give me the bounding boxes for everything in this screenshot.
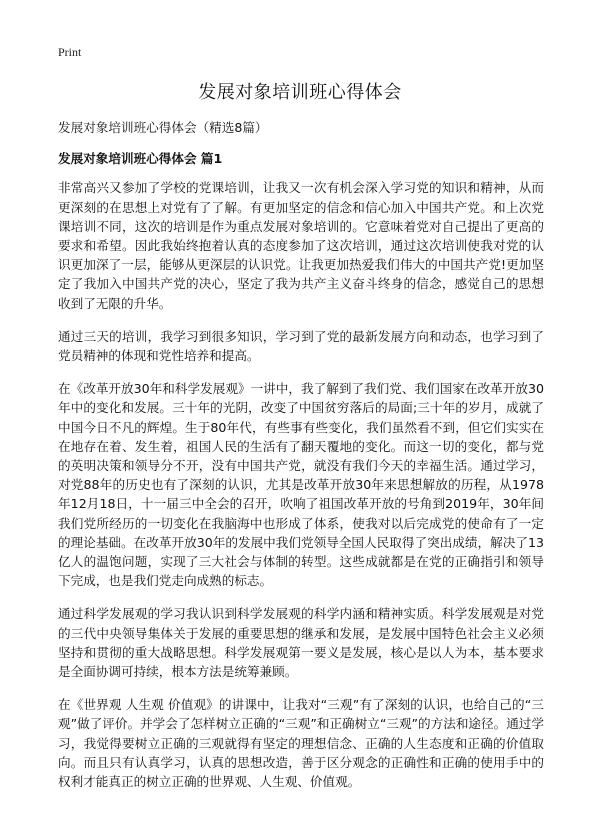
page-title: 发展对象培训班心得体会 [198,82,402,103]
paragraph-3: 在《改革开放30年和科学发展观》一讲中，我了解到了我们党、我们国家在改革开放30年中的变化和发展。三十年的光阴，改变了中国贫穷落后的局面;三十年的岁月，成就了中国今日不凡的辉煌。生于80年代，有些事有些变化，我们虽然看不到，但它们实实在在地存在着、发生着，祖国人民的生活有了翻天覆地的变化。而这一切的变化，都与党的英明决策和领导分不开，没有中国共产党，就没有我们今天的幸福生活。通过学习，对党88年的历史也有了深刻的认识，尤其是改革开放30年来思想解放的历程，从1978年12月18日，十一届三中全会的召开，吹响了祖国改革开放的号角到2019年，30年间我们党所经历的一切变化在我脑海中也形成了体系，使我对以后完成党的使命有了一定的理论基础。在改革开放30年的发展中我们党领导全国人民取得了突出成绩，解决了13亿人的温饱问题，实现了三大社会与体制的转型。这些成就都是在党的正确指引和领导下完成，也是我们党走向成熟的标志。 [58,381,544,589]
document-subtitle: 发展对象培训班心得体会（精选8篇） [58,120,268,135]
paragraph-2: 通过三天的培训，我学习到很多知识，学习到了党的最新发展方向和动态，也学习到了党员精神的体现和党性培养和提高。 [58,328,544,364]
paragraph-5: 在《世界观 人生观 价值观》的讲课中，让我对“三观”有了深刻的认识，也给自己的“三观”做了评价。并学会了怎样树立正确的“三观”和正确树立“三观”的方法和途径。通过学习，我觉得要树立正确的三观就得有坚定的理想信念、正确的人生态度和正确的价值取向。而且只有认真学习，认真的思想改造，善于区分观念的正确性和正确的使用手中的权利才能真正的树立正确的世界观、人生观、价值观。 [58,697,544,790]
document-body [58,118,544,805]
paragraph-4: 通过科学发展观的学习我认识到科学发展观的科学内涵和精神实质。科学发展观是对党的三代中央领导集体关于发展的重要思想的继承和发展，是发展中国特色社会主义必须坚持和贯彻的重大战略思想。科学发展观第一要义是发展，核心是以人为本，基本要求是全面协调可持续，根本方法是统筹兼顾。 [58,606,544,680]
paragraph-1: 非常高兴又参加了学校的党课培训，让我又一次有机会深入学习党的知识和精神，从而更深刻的在思想上对党有了了解。有更加坚定的信念和信心加入中国共产党。和上次党课培训不同，这次的培训是作为重点发展对象培训的。它意味着党对自己提出了更高的要求和希望。因此我始终抱着认真的态度参加了这次培训，通过这次培训使我对党的认识更加深了一层，能够从更深层的认识党。让我更加热爱我们伟大的中国共产党!更加坚定了我加入中国共产党的决心，坚定了我为共产主义奋斗终身的信念，感觉自己的思想收到了无限的升华。 [58,180,544,311]
print-link[interactable]: Print [58,45,82,59]
section-heading: 发展对象培训班心得体会 篇1 [58,151,223,167]
